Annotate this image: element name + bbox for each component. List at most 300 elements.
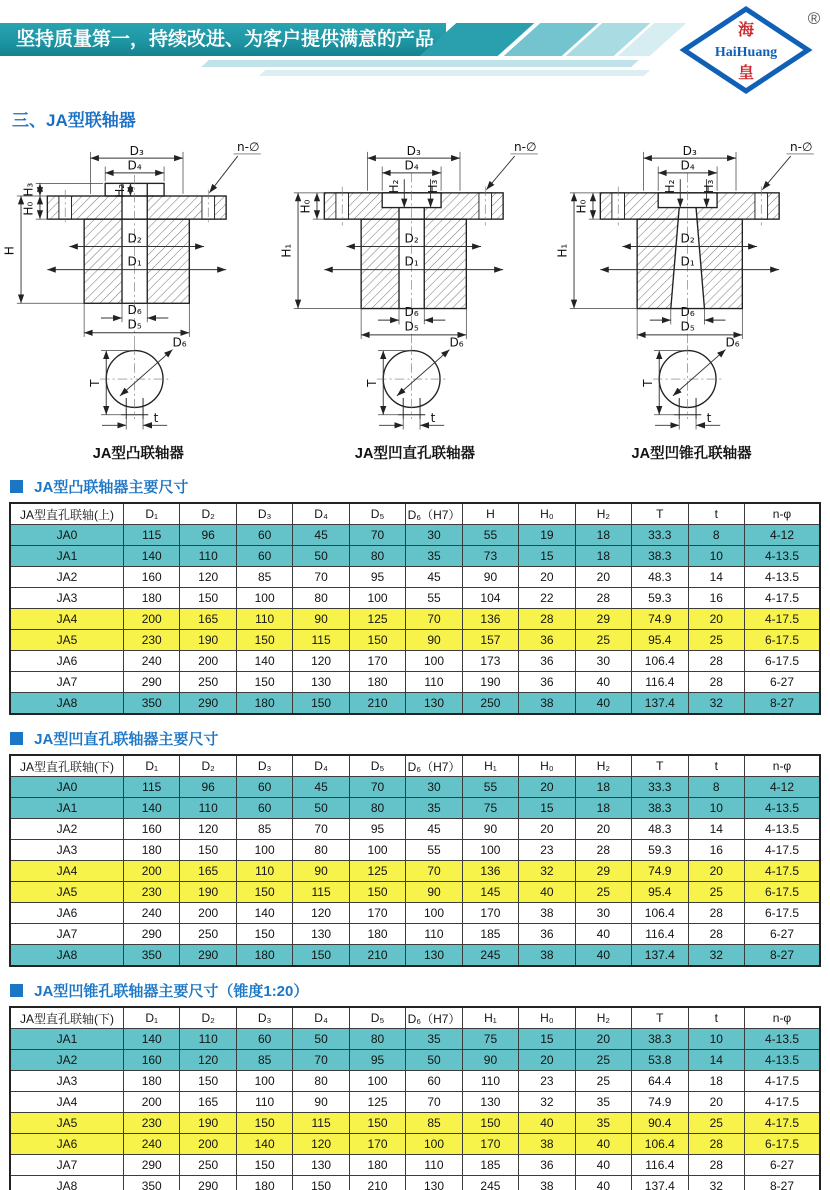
value-cell: 120: [293, 903, 349, 924]
value-cell: 100: [406, 903, 462, 924]
value-cell: 38: [519, 945, 575, 967]
value-cell: 8-27: [745, 1176, 821, 1190]
value-cell: 250: [180, 1155, 236, 1176]
value-cell: 137.4: [632, 1176, 688, 1190]
dim-label: D₅: [127, 317, 142, 332]
dim-label: t: [706, 411, 712, 426]
value-cell: 136: [462, 861, 518, 882]
value-cell: 38: [519, 1176, 575, 1190]
model-cell: JA2: [10, 567, 124, 588]
banner-streak: [201, 60, 639, 67]
value-cell: 250: [462, 693, 518, 715]
value-cell: 85: [236, 1050, 292, 1071]
value-cell: 8: [688, 777, 744, 798]
value-cell: 60: [236, 777, 292, 798]
value-cell: 170: [349, 651, 405, 672]
column-header: t: [688, 503, 744, 525]
model-cell: JA8: [10, 945, 124, 967]
model-cell: JA5: [10, 1113, 124, 1134]
value-cell: 25: [575, 882, 631, 903]
value-cell: 80: [349, 546, 405, 567]
value-cell: 250: [180, 924, 236, 945]
value-cell: 40: [519, 882, 575, 903]
value-cell: 70: [406, 861, 462, 882]
table-row: [10, 1176, 820, 1190]
value-cell: 150: [293, 693, 349, 715]
value-cell: 245: [462, 1176, 518, 1190]
value-cell: 4-17.5: [745, 1113, 821, 1134]
table-row: [10, 1029, 820, 1050]
value-cell: 20: [519, 819, 575, 840]
value-cell: 180: [349, 672, 405, 693]
value-cell: 170: [462, 903, 518, 924]
dim-label: n-∅: [236, 139, 260, 154]
value-cell: 100: [236, 840, 292, 861]
table-row: [10, 1050, 820, 1071]
dim-label: H₂: [663, 179, 678, 194]
dim-label: D₂: [127, 231, 142, 246]
value-cell: 70: [406, 1092, 462, 1113]
value-cell: 15: [519, 1029, 575, 1050]
dim-label: T: [364, 379, 379, 387]
value-cell: 290: [180, 1176, 236, 1190]
value-cell: 38.3: [632, 798, 688, 819]
value-cell: 110: [406, 924, 462, 945]
column-header: H₂: [575, 1007, 631, 1029]
value-cell: 4-13.5: [745, 567, 821, 588]
value-cell: 23: [519, 840, 575, 861]
value-cell: 55: [462, 525, 518, 546]
column-header: D₁: [124, 1007, 180, 1029]
value-cell: 28: [575, 588, 631, 609]
value-cell: 80: [293, 840, 349, 861]
section-heading: [10, 980, 830, 1001]
model-column-header: JA型直孔联轴(上): [10, 503, 124, 525]
value-cell: 240: [124, 903, 180, 924]
value-cell: 180: [236, 945, 292, 967]
value-cell: 4-17.5: [745, 861, 821, 882]
value-cell: 200: [180, 1134, 236, 1155]
value-cell: 40: [575, 672, 631, 693]
model-cell: JA4: [10, 861, 124, 882]
column-header: n-φ: [745, 1007, 821, 1029]
column-header: H₀: [519, 1007, 575, 1029]
value-cell: 75: [462, 798, 518, 819]
dim-label: H₂: [386, 179, 401, 194]
column-header: D₂: [180, 503, 236, 525]
value-cell: 70: [349, 525, 405, 546]
value-cell: 20: [575, 819, 631, 840]
value-cell: 33.3: [632, 525, 688, 546]
model-cell: JA8: [10, 693, 124, 715]
value-cell: 190: [180, 882, 236, 903]
table-header-row: [10, 503, 820, 525]
value-cell: 115: [293, 630, 349, 651]
value-cell: 18: [688, 1071, 744, 1092]
model-cell: JA7: [10, 1155, 124, 1176]
value-cell: 50: [293, 546, 349, 567]
value-cell: 60: [236, 1029, 292, 1050]
value-cell: 32: [688, 945, 744, 967]
value-cell: 110: [180, 798, 236, 819]
value-cell: 8: [688, 525, 744, 546]
value-cell: 55: [406, 588, 462, 609]
value-cell: 170: [349, 903, 405, 924]
value-cell: 70: [406, 609, 462, 630]
value-cell: 4-17.5: [745, 840, 821, 861]
column-header: D₂: [180, 1007, 236, 1029]
value-cell: 200: [124, 609, 180, 630]
column-header: H₁: [462, 1007, 518, 1029]
value-cell: 180: [349, 1155, 405, 1176]
value-cell: 240: [124, 1134, 180, 1155]
value-cell: 45: [293, 777, 349, 798]
value-cell: 32: [688, 1176, 744, 1190]
quality-slogan: 坚持质量第一，持续改进、为客户提供满意的产品: [0, 23, 446, 56]
value-cell: 55: [406, 840, 462, 861]
value-cell: 38: [519, 903, 575, 924]
model-cell: JA8: [10, 1176, 124, 1190]
table-row: [10, 924, 820, 945]
value-cell: 150: [236, 630, 292, 651]
drawing-convex: [0, 135, 277, 463]
table-row: [10, 588, 820, 609]
value-cell: 240: [124, 651, 180, 672]
dim-label: D₆: [404, 304, 419, 319]
value-cell: 75: [462, 1029, 518, 1050]
value-cell: 20: [575, 567, 631, 588]
model-cell: JA6: [10, 651, 124, 672]
value-cell: 4-17.5: [745, 588, 821, 609]
value-cell: 20: [688, 1092, 744, 1113]
value-cell: 50: [293, 1029, 349, 1050]
value-cell: 160: [124, 1050, 180, 1071]
value-cell: 130: [293, 1155, 349, 1176]
table-row: [10, 567, 820, 588]
value-cell: 210: [349, 1176, 405, 1190]
model-cell: JA6: [10, 903, 124, 924]
value-cell: 170: [349, 1134, 405, 1155]
value-cell: 115: [124, 525, 180, 546]
drawings-row: [0, 135, 830, 463]
table-row: [10, 525, 820, 546]
value-cell: 25: [688, 630, 744, 651]
value-cell: 130: [293, 924, 349, 945]
dim-label: H₀: [21, 201, 36, 216]
value-cell: 150: [236, 924, 292, 945]
table-section-concave-straight: [0, 728, 830, 967]
column-header: D₅: [349, 503, 405, 525]
value-cell: 29: [575, 861, 631, 882]
value-cell: 28: [688, 651, 744, 672]
value-cell: 38: [519, 1134, 575, 1155]
value-cell: 55: [462, 777, 518, 798]
value-cell: 125: [349, 861, 405, 882]
value-cell: 130: [406, 1176, 462, 1190]
value-cell: 120: [293, 1134, 349, 1155]
value-cell: 200: [124, 1092, 180, 1113]
value-cell: 74.9: [632, 1092, 688, 1113]
value-cell: 90: [462, 1050, 518, 1071]
value-cell: 130: [293, 672, 349, 693]
table-row: [10, 672, 820, 693]
value-cell: 110: [180, 1029, 236, 1050]
value-cell: 160: [124, 819, 180, 840]
value-cell: 180: [124, 588, 180, 609]
dim-label: D₅: [404, 319, 419, 334]
value-cell: 50: [406, 1050, 462, 1071]
value-cell: 150: [180, 840, 236, 861]
dim-label: D₆: [172, 335, 187, 350]
value-cell: 40: [575, 1176, 631, 1190]
value-cell: 150: [349, 630, 405, 651]
value-cell: 95.4: [632, 882, 688, 903]
value-cell: 50: [293, 798, 349, 819]
concave-taper-coupling-section-drawing: [553, 135, 830, 442]
table-row: [10, 777, 820, 798]
value-cell: 90: [462, 567, 518, 588]
value-cell: 95: [349, 819, 405, 840]
banner-streak: [259, 70, 651, 76]
dim-label: H₁: [555, 243, 570, 258]
value-cell: 48.3: [632, 567, 688, 588]
value-cell: 29: [575, 609, 631, 630]
value-cell: 16: [688, 588, 744, 609]
model-cell: JA3: [10, 840, 124, 861]
value-cell: 10: [688, 1029, 744, 1050]
table-row: [10, 1134, 820, 1155]
value-cell: 28: [519, 609, 575, 630]
value-cell: 106.4: [632, 1134, 688, 1155]
value-cell: 36: [519, 924, 575, 945]
dim-label: D₅: [680, 319, 695, 334]
model-cell: JA7: [10, 672, 124, 693]
value-cell: 100: [406, 651, 462, 672]
value-cell: 23: [519, 1071, 575, 1092]
value-cell: 120: [180, 567, 236, 588]
dim-label: D₃: [406, 143, 421, 158]
column-header: D₆（H7）: [406, 503, 462, 525]
dim-label: D₆: [725, 335, 740, 350]
value-cell: 290: [180, 693, 236, 715]
value-cell: 200: [180, 651, 236, 672]
value-cell: 350: [124, 1176, 180, 1190]
dim-label: t: [153, 411, 159, 426]
value-cell: 210: [349, 945, 405, 967]
value-cell: 140: [236, 903, 292, 924]
dim-label: H₃: [425, 179, 440, 194]
value-cell: 115: [124, 777, 180, 798]
value-cell: 40: [575, 945, 631, 967]
value-cell: 110: [236, 609, 292, 630]
value-cell: 120: [293, 651, 349, 672]
dim-label: D₄: [680, 158, 695, 173]
table-row: [10, 1155, 820, 1176]
value-cell: 96: [180, 525, 236, 546]
model-cell: JA3: [10, 588, 124, 609]
value-cell: 4-12: [745, 525, 821, 546]
page-title: 三、JA型联轴器: [12, 111, 136, 130]
value-cell: 10: [688, 546, 744, 567]
dim-label: D₄: [127, 158, 142, 173]
value-cell: 6-27: [745, 924, 821, 945]
model-cell: JA4: [10, 1092, 124, 1113]
value-cell: 100: [349, 840, 405, 861]
drawing-concave-straight: [277, 135, 554, 463]
value-cell: 185: [462, 924, 518, 945]
value-cell: 20: [519, 1050, 575, 1071]
value-cell: 150: [349, 1113, 405, 1134]
table-row: [10, 945, 820, 967]
model-cell: JA1: [10, 546, 124, 567]
value-cell: 18: [575, 798, 631, 819]
column-header: D₅: [349, 1007, 405, 1029]
dim-label: T: [641, 379, 656, 387]
dim-label: H₃: [21, 182, 36, 197]
value-cell: 60: [236, 546, 292, 567]
column-header: D₁: [124, 755, 180, 777]
model-cell: JA6: [10, 1134, 124, 1155]
model-cell: JA0: [10, 777, 124, 798]
value-cell: 4-17.5: [745, 609, 821, 630]
value-cell: 35: [575, 1092, 631, 1113]
value-cell: 20: [519, 777, 575, 798]
value-cell: 18: [575, 777, 631, 798]
value-cell: 150: [236, 672, 292, 693]
value-cell: 180: [236, 1176, 292, 1190]
column-header: H₂: [575, 755, 631, 777]
value-cell: 125: [349, 609, 405, 630]
value-cell: 116.4: [632, 924, 688, 945]
section-heading-text: JA型凹锥孔联轴器主要尺寸（锥度1:20）: [34, 983, 309, 1001]
value-cell: 70: [293, 819, 349, 840]
dim-label: H₀: [574, 199, 589, 214]
table-row: [10, 546, 820, 567]
value-cell: 30: [406, 777, 462, 798]
column-header: D₂: [180, 755, 236, 777]
column-header: H₂: [575, 503, 631, 525]
value-cell: 150: [349, 882, 405, 903]
value-cell: 350: [124, 693, 180, 715]
value-cell: 20: [575, 1029, 631, 1050]
value-cell: 35: [406, 798, 462, 819]
value-cell: 60: [236, 525, 292, 546]
value-cell: 4-13.5: [745, 798, 821, 819]
value-cell: 245: [462, 945, 518, 967]
value-cell: 120: [180, 819, 236, 840]
dim-label: D₆: [449, 335, 464, 350]
value-cell: 4-13.5: [745, 1050, 821, 1071]
value-cell: 130: [406, 945, 462, 967]
value-cell: 106.4: [632, 651, 688, 672]
column-header: t: [688, 1007, 744, 1029]
column-header: D₅: [349, 755, 405, 777]
value-cell: 22: [519, 588, 575, 609]
value-cell: 6-17.5: [745, 651, 821, 672]
column-header: t: [688, 755, 744, 777]
dim-label: H₀: [298, 199, 313, 214]
value-cell: 6-17.5: [745, 1134, 821, 1155]
value-cell: 173: [462, 651, 518, 672]
value-cell: 140: [124, 1029, 180, 1050]
value-cell: 115: [293, 1113, 349, 1134]
value-cell: 74.9: [632, 861, 688, 882]
table-row: [10, 1071, 820, 1092]
table-row: [10, 1092, 820, 1113]
value-cell: 140: [124, 546, 180, 567]
value-cell: 185: [462, 1155, 518, 1176]
value-cell: 80: [349, 798, 405, 819]
value-cell: 20: [688, 609, 744, 630]
value-cell: 25: [575, 630, 631, 651]
value-cell: 230: [124, 1113, 180, 1134]
model-cell: JA5: [10, 630, 124, 651]
value-cell: 106.4: [632, 903, 688, 924]
value-cell: 30: [406, 525, 462, 546]
value-cell: 15: [519, 798, 575, 819]
value-cell: 90.4: [632, 1113, 688, 1134]
value-cell: 90: [293, 1092, 349, 1113]
value-cell: 6-17.5: [745, 882, 821, 903]
value-cell: 150: [180, 1071, 236, 1092]
value-cell: 64.4: [632, 1071, 688, 1092]
value-cell: 59.3: [632, 588, 688, 609]
dim-label: H: [2, 246, 17, 256]
drawing-caption: JA型凹锥孔联轴器: [631, 446, 752, 463]
model-cell: JA1: [10, 1029, 124, 1050]
value-cell: 59.3: [632, 840, 688, 861]
table-row: [10, 630, 820, 651]
dim-label: H₂: [113, 183, 128, 198]
registered-mark-icon: ®: [807, 9, 821, 28]
column-header: D₆（H7）: [406, 755, 462, 777]
value-cell: 96: [180, 777, 236, 798]
value-cell: 190: [180, 630, 236, 651]
logo-char-top: 海: [737, 22, 755, 39]
value-cell: 230: [124, 882, 180, 903]
logo-char-bottom: 皇: [737, 65, 755, 82]
table-row: [10, 798, 820, 819]
value-cell: 40: [575, 1134, 631, 1155]
value-cell: 45: [406, 819, 462, 840]
value-cell: 85: [406, 1113, 462, 1134]
value-cell: 140: [236, 651, 292, 672]
value-cell: 80: [349, 1029, 405, 1050]
table-header-row: [10, 1007, 820, 1029]
value-cell: 104: [462, 588, 518, 609]
value-cell: 170: [462, 1134, 518, 1155]
value-cell: 28: [688, 924, 744, 945]
section-heading: [10, 476, 830, 497]
value-cell: 116.4: [632, 1155, 688, 1176]
column-header: T: [632, 1007, 688, 1029]
convex-coupling-section-drawing: [0, 135, 277, 442]
value-cell: 90: [293, 609, 349, 630]
logo-latin-name: HaiHuang: [714, 45, 778, 60]
value-cell: 136: [462, 609, 518, 630]
value-cell: 30: [575, 651, 631, 672]
value-cell: 18: [575, 525, 631, 546]
value-cell: 290: [180, 945, 236, 967]
value-cell: 19: [519, 525, 575, 546]
table-row: [10, 819, 820, 840]
dim-label: D₆: [680, 304, 695, 319]
table-row: [10, 861, 820, 882]
value-cell: 190: [180, 1113, 236, 1134]
value-cell: 140: [236, 1134, 292, 1155]
value-cell: 137.4: [632, 693, 688, 715]
value-cell: 38.3: [632, 546, 688, 567]
